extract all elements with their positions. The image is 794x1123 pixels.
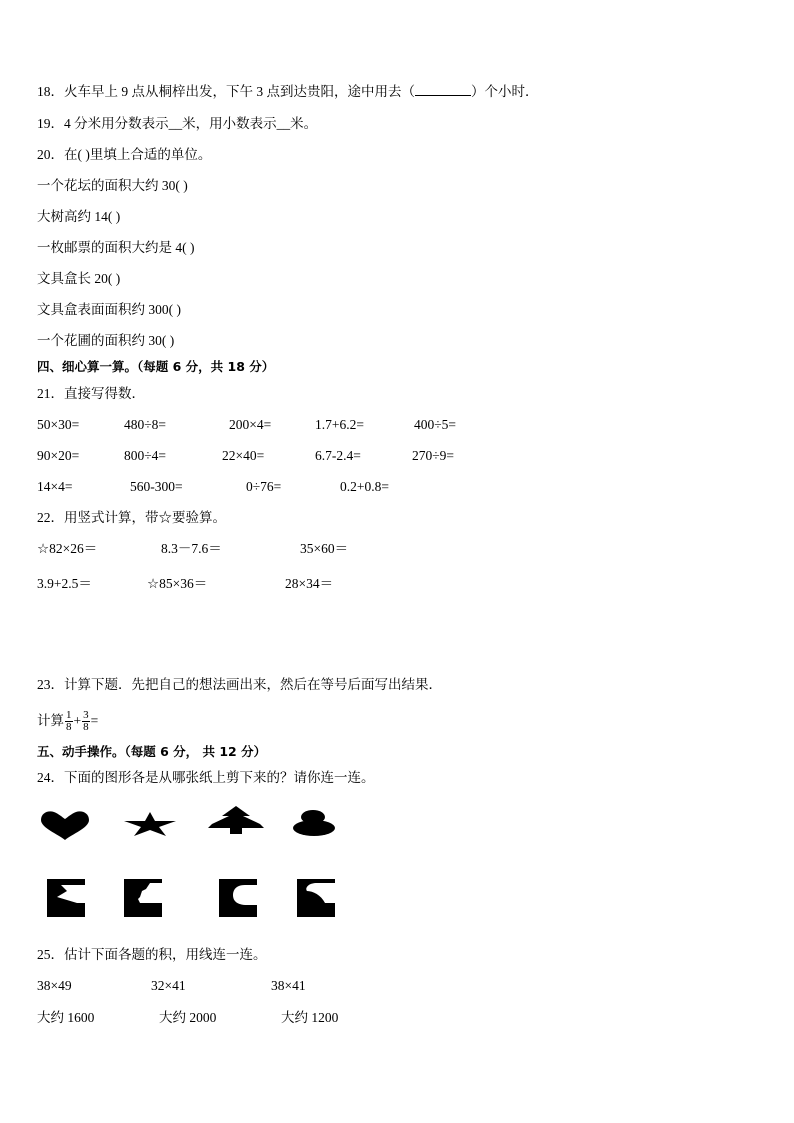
q20-item: 一个花圃的面积约 30( ): [37, 333, 175, 348]
question-21-title: 21．直接写得数．: [37, 386, 145, 401]
q23-expression: [37, 708, 98, 734]
q22-item: 35×60＝: [300, 541, 349, 556]
star-shape[interactable]: [124, 812, 176, 836]
q18-text-after: ）个小时．: [471, 84, 539, 99]
q22-item: ☆82×26＝: [37, 541, 98, 556]
q25-estimate[interactable]: 大约 1200: [281, 1010, 339, 1025]
q21-item: 400÷5=: [414, 417, 457, 432]
q21-item: 22×40=: [222, 448, 265, 463]
q22-item: 8.3－7.6＝: [161, 541, 222, 556]
tree-arrow-shape[interactable]: [208, 806, 264, 834]
snowman-shape[interactable]: [292, 810, 336, 836]
q23-fraction-2: [82, 710, 90, 733]
q23-fraction-1: [65, 710, 73, 733]
q18-text-before: 18．火车早上 9 点从桐梓出发，下午 3 点到达贵阳，途中用去（: [37, 84, 415, 99]
paper-round-cut[interactable]: [219, 879, 257, 917]
paper-zigzag-cut[interactable]: [47, 879, 85, 917]
question-25-title: 25．估计下面各题的积，用线连一连。: [37, 947, 267, 962]
question-23-title: 23．计算下题．先把自己的想法画出来，然后在等号后面写出结果．: [37, 677, 442, 692]
q21-item: 200×4=: [229, 417, 272, 432]
q23-prefix: 计算: [37, 713, 64, 728]
q25-product[interactable]: 38×49: [37, 978, 72, 993]
paper-jagged-cut[interactable]: [124, 879, 162, 917]
heart-shape[interactable]: [38, 810, 92, 840]
q20-item: 一枚邮票的面积大约是 4( ): [37, 240, 195, 255]
question-18: [37, 83, 539, 101]
q21-item: 14×4=: [37, 479, 73, 494]
question-24-title: 24．下面的图形各是从哪张纸上剪下来的？请你连一连。: [37, 770, 375, 785]
q20-item: 文具盒表面面积约 300( ): [37, 302, 181, 317]
q21-item: 270÷9=: [412, 448, 455, 463]
q20-item: 大树高约 14( ): [37, 209, 121, 224]
q22-item: 3.9+2.5＝: [37, 576, 92, 591]
q21-item: 0÷76=: [246, 479, 282, 494]
q23-plus: +: [73, 713, 82, 728]
q21-item: 0.2+0.8=: [340, 479, 389, 494]
q25-estimate[interactable]: 大约 2000: [159, 1010, 217, 1025]
q21-item: 90×20=: [37, 448, 80, 463]
question-20-title: 20．在( )里填上合适的单位。: [37, 147, 212, 162]
question-19: 19．4 分米用分数表示__米，用小数表示__米。: [37, 116, 318, 131]
q23-equals: =: [90, 713, 99, 728]
q21-item: 560-300=: [130, 479, 183, 494]
q22-item: ☆85×36＝: [147, 576, 208, 591]
fraction-numerator: 3: [83, 709, 89, 722]
question-22-title: 22．用竖式计算，带☆要验算。: [37, 510, 226, 525]
fraction-denominator: 8: [83, 721, 89, 734]
q20-item: 文具盒长 20( ): [37, 271, 121, 286]
q25-product[interactable]: 32×41: [151, 978, 186, 993]
q25-product[interactable]: 38×41: [271, 978, 306, 993]
section-5-heading: 五、动手操作。（每题 6 分， 共 12 分）: [37, 744, 267, 759]
q18-answer-blank[interactable]: [415, 83, 471, 96]
q21-item: 50×30=: [37, 417, 80, 432]
paper-arc-cut[interactable]: [297, 879, 335, 917]
q21-item: 480÷8=: [124, 417, 167, 432]
q25-estimate[interactable]: 大约 1600: [37, 1010, 95, 1025]
q21-item: 800÷4=: [124, 448, 167, 463]
q22-item: 28×34＝: [285, 576, 334, 591]
q21-item: 6.7-2.4=: [315, 448, 361, 463]
fraction-denominator: 8: [66, 721, 72, 734]
section-4-heading: 四、细心算一算。（每题 6 分，共 18 分）: [37, 359, 275, 374]
q20-item: 一个花坛的面积大约 30( ): [37, 178, 188, 193]
q21-item: 1.7+6.2=: [315, 417, 364, 432]
fraction-numerator: 1: [66, 709, 72, 722]
